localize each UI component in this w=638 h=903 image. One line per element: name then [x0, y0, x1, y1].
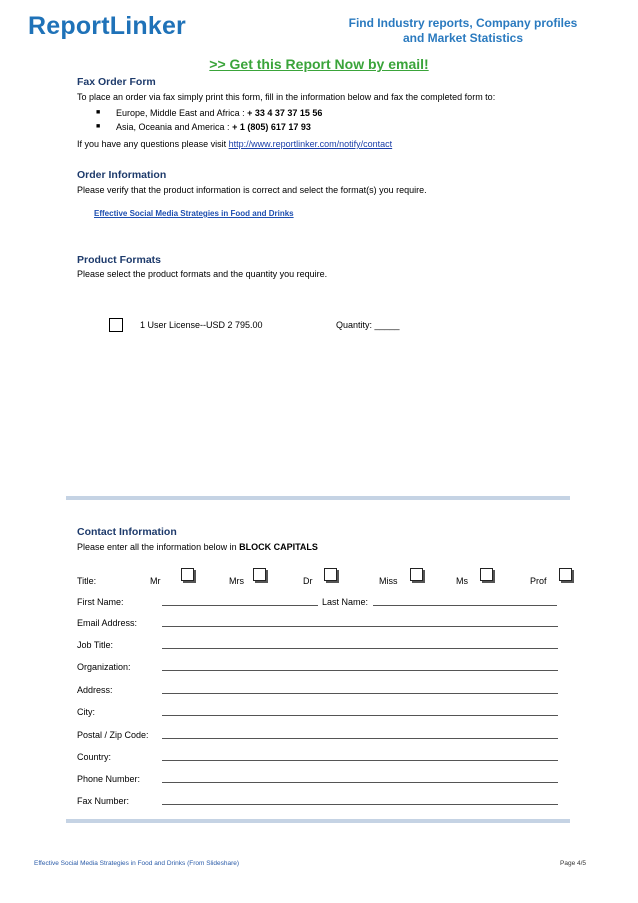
- reportlinker-logo: ReportLinker: [28, 12, 186, 40]
- city-label: City:: [77, 707, 95, 717]
- country-field[interactable]: [162, 752, 558, 761]
- city-field[interactable]: [162, 707, 558, 716]
- license-label: 1 User License--USD 2 795.00: [140, 320, 263, 330]
- email-field[interactable]: [162, 618, 558, 627]
- license-checkbox[interactable]: [109, 318, 123, 332]
- questions-text: If you have any questions please visit http://www.reportlinker.com/notify/contact: [77, 139, 393, 149]
- fax-number-field[interactable]: [162, 796, 558, 805]
- title-miss-checkbox[interactable]: [410, 568, 423, 581]
- fax-number-label: Fax Number:: [77, 796, 130, 806]
- title-dr-label: Dr: [303, 576, 313, 586]
- title-mrs-label: Mrs: [229, 576, 244, 586]
- order-info-title: Order Information: [77, 169, 167, 181]
- title-dr-checkbox[interactable]: [324, 568, 337, 581]
- contact-link[interactable]: http://www.reportlinker.com/notify/contact: [228, 139, 393, 149]
- bullet-icon: ■: [96, 109, 101, 116]
- product-formats-title: Product Formats: [77, 254, 162, 266]
- contact-info-title: Contact Information: [77, 526, 177, 538]
- title-prof-checkbox[interactable]: [559, 568, 572, 581]
- title-ms-checkbox[interactable]: [480, 568, 493, 581]
- first-name-label: First Name:: [77, 597, 124, 607]
- order-info-desc: Please verify that the product information is correct and select the format(s) you require.: [77, 185, 427, 195]
- product-formats-desc: Please select the product formats and the quantity you require.: [77, 269, 328, 279]
- last-name-field[interactable]: [373, 597, 557, 606]
- phone-field[interactable]: [162, 774, 558, 783]
- section-divider-bottom: [66, 819, 570, 823]
- first-name-field[interactable]: [162, 597, 318, 606]
- title-miss-label: Miss: [379, 576, 398, 586]
- phone-label: Phone Number:: [77, 774, 141, 784]
- title-label: Title:: [77, 576, 97, 586]
- organization-field[interactable]: [162, 662, 558, 671]
- tagline-line1: Find Industry reports, Company profiles: [348, 16, 578, 30]
- title-mr-checkbox[interactable]: [181, 568, 194, 581]
- title-prof-label: Prof: [530, 576, 547, 586]
- title-ms-label: Ms: [456, 576, 468, 586]
- last-name-label: Last Name:: [322, 597, 369, 607]
- tagline: [330, 16, 596, 46]
- email-label: Email Address:: [77, 618, 138, 628]
- country-label: Country:: [77, 752, 112, 762]
- title-mr-label: Mr: [150, 576, 161, 586]
- title-mrs-checkbox[interactable]: [253, 568, 266, 581]
- fax-line-apac: Asia, Oceania and America : + 1 (805) 617 17 93: [116, 122, 311, 132]
- quantity-field[interactable]: Quantity: _____: [336, 320, 400, 330]
- section-divider: [66, 496, 570, 500]
- footer-source: Effective Social Media Strategies in Food and Drinks (From Slideshare): [34, 860, 240, 867]
- address-field[interactable]: [162, 685, 558, 694]
- address-label: Address:: [77, 685, 113, 695]
- fax-intro: To place an order via fax simply print this form, fill in the information below and fax the completed form to:: [77, 92, 496, 102]
- tagline-line2: and Market Statistics: [402, 31, 524, 45]
- fax-line-emea: Europe, Middle East and Africa : + 33 4 37 37 15 56: [116, 108, 323, 118]
- postal-code-field[interactable]: [162, 730, 558, 739]
- bullet-icon: ■: [96, 123, 101, 130]
- job-title-label: Job Title:: [77, 640, 114, 650]
- product-link[interactable]: Effective Social Media Strategies in Food and Drinks: [94, 209, 294, 218]
- page-number: Page 4/5: [560, 860, 587, 867]
- organization-label: Organization:: [77, 662, 131, 672]
- job-title-field[interactable]: [162, 640, 558, 649]
- postal-code-label: Postal / Zip Code:: [77, 730, 149, 740]
- contact-info-desc: Please enter all the information below in BLOCK CAPITALS: [77, 542, 318, 552]
- fax-order-title: Fax Order Form: [77, 76, 156, 88]
- get-report-link[interactable]: >> Get this Report Now by email!: [209, 56, 429, 72]
